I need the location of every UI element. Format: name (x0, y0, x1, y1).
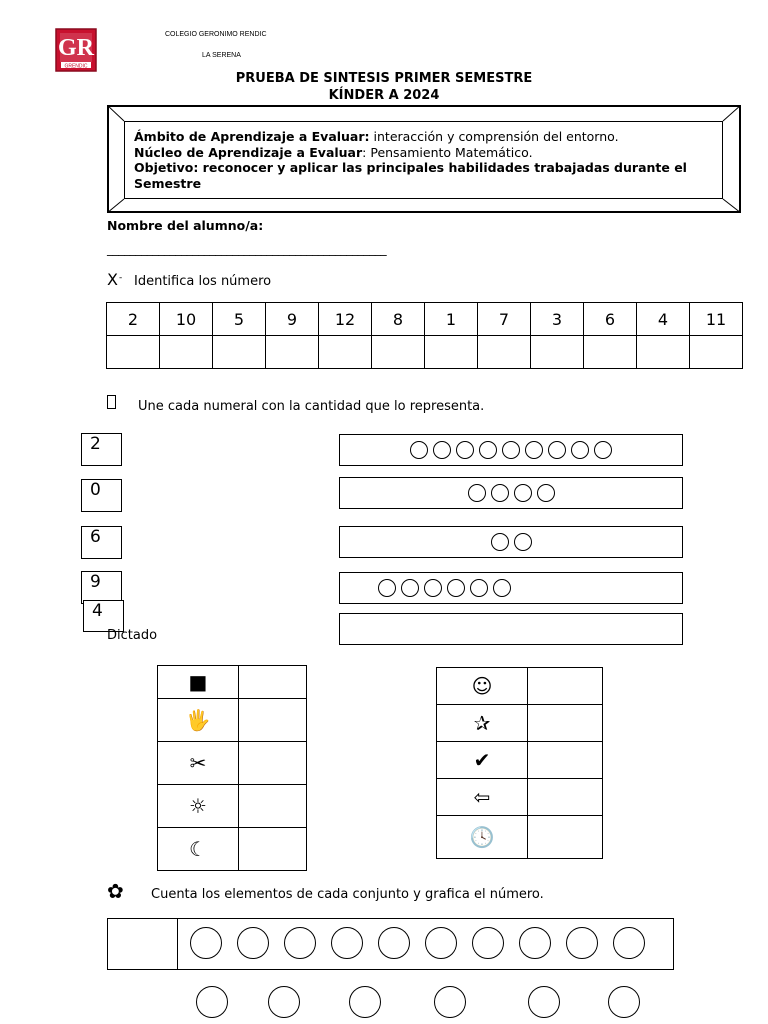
dictation-answer-cell[interactable] (239, 785, 307, 828)
answer-cell[interactable] (160, 336, 213, 369)
quantity-circle (410, 441, 428, 459)
dictation-symbol-icon: ■ (158, 666, 239, 699)
count-circle (268, 986, 300, 1018)
answer-cell[interactable] (372, 336, 425, 369)
number-cell: 8 (372, 303, 425, 336)
number-cell: 5 (213, 303, 266, 336)
count-circle (425, 927, 457, 959)
quantity-box[interactable] (339, 526, 683, 558)
section1-instruction: Identifica los número (134, 274, 272, 289)
quantity-circle (525, 441, 543, 459)
count-set-circles (190, 927, 645, 959)
dictation-symbol-icon: 🕓 (437, 816, 528, 859)
numeral-box[interactable]: 0 (81, 479, 122, 512)
objetivo-text: Objetivo: reconocer y aplicar las principales habilidades trabajadas durante el Semestre (134, 160, 687, 191)
quantity-circle (571, 441, 589, 459)
quantity-circle (594, 441, 612, 459)
school-city: LA SERENA (202, 52, 241, 59)
dictation-symbol-icon: ⇦ (437, 779, 528, 816)
quantity-box[interactable] (339, 572, 683, 604)
quantity-box[interactable] (339, 613, 683, 645)
number-cell: 11 (690, 303, 743, 336)
answer-row (107, 336, 743, 369)
quantity-circle (537, 484, 555, 502)
quantity-box[interactable] (339, 477, 683, 509)
number-cell: 6 (584, 303, 637, 336)
quantity-circle (548, 441, 566, 459)
student-name-line[interactable]: _________________________________________________ (107, 242, 387, 256)
numeral-box[interactable]: 2 (81, 433, 122, 466)
count-circle (237, 927, 269, 959)
svg-text:GR: GR (58, 35, 94, 61)
dictation-symbol-icon: ✂ (158, 742, 239, 785)
quantity-circle (493, 579, 511, 597)
answer-cell[interactable] (584, 336, 637, 369)
count-circle (434, 986, 466, 1018)
quantity-circle (456, 441, 474, 459)
dictation-answer-cell[interactable] (528, 742, 603, 779)
count-circle (190, 927, 222, 959)
section2-instruction: Une cada numeral con la cantidad que lo representa. (138, 399, 485, 414)
school-logo (55, 28, 97, 72)
count-circle (608, 986, 640, 1018)
number-cell: 3 (531, 303, 584, 336)
number-cell: 2 (107, 303, 160, 336)
quantity-circle (447, 579, 465, 597)
quantity-circle (491, 484, 509, 502)
dictation-answer-cell[interactable] (239, 666, 307, 699)
numbers-row (107, 303, 743, 336)
dictation-answer-cell[interactable] (528, 816, 603, 859)
numbers-table (106, 302, 743, 369)
quantity-circle (401, 579, 419, 597)
dictation-answer-cell[interactable] (528, 705, 603, 742)
quantity-circle (433, 441, 451, 459)
dictation-answer-cell[interactable] (528, 668, 603, 705)
count-set-box (107, 918, 674, 970)
page-subtitle: KÍNDER A 2024 (328, 88, 440, 103)
number-cell: 4 (637, 303, 690, 336)
dictation-answer-cell[interactable] (239, 699, 307, 742)
answer-cell[interactable] (319, 336, 372, 369)
count-circle (284, 927, 316, 959)
answer-cell[interactable] (478, 336, 531, 369)
student-name-label: Nombre del alumno/a: (107, 218, 264, 233)
quantity-circle (514, 533, 532, 551)
answer-cell[interactable] (213, 336, 266, 369)
count-circle (331, 927, 363, 959)
quantity-circle (468, 484, 486, 502)
nucleo-label: Núcleo de Aprendizaje a Evaluar (134, 144, 363, 160)
dictation-label: Dictado (107, 628, 158, 643)
section1-dash: - (119, 273, 123, 283)
page-title: PRUEBA DE SINTESIS PRIMER SEMESTRE (235, 71, 533, 86)
count-circle (196, 986, 228, 1018)
numeral-box[interactable]: 9 (81, 571, 122, 604)
quantity-circle (514, 484, 532, 502)
answer-cell[interactable] (425, 336, 478, 369)
dictation-answer-cell[interactable] (528, 779, 603, 816)
numeral-box[interactable]: 4 (83, 600, 124, 632)
quantity-circle (470, 579, 488, 597)
count-circle (566, 927, 598, 959)
answer-cell[interactable] (637, 336, 690, 369)
dictation-answer-cell[interactable] (239, 828, 307, 871)
nucleo-value: : Pensamiento Matemático. (362, 144, 533, 160)
count-set-row2 (196, 986, 656, 1020)
dictation-symbol-icon: ✰ (437, 705, 528, 742)
number-cell: 10 (160, 303, 213, 336)
quantity-circle (479, 441, 497, 459)
answer-cell[interactable] (107, 336, 160, 369)
dictation-symbol-icon: ☼ (158, 785, 239, 828)
dictation-symbol-icon: 🖐 (158, 699, 239, 742)
answer-cell[interactable] (266, 336, 319, 369)
number-cell: 1 (425, 303, 478, 336)
dictation-table-right (436, 667, 603, 859)
number-cell: 7 (478, 303, 531, 336)
numeral-box[interactable]: 6 (81, 526, 122, 559)
answer-cell[interactable] (690, 336, 743, 369)
school-name: COLEGIO GERONIMO RENDIC (165, 31, 267, 38)
section2-bullet-icon (107, 395, 116, 413)
dictation-symbol-icon: ☺ (437, 668, 528, 705)
count-circle (349, 986, 381, 1018)
number-cell: 12 (319, 303, 372, 336)
svg-text:GRENDIC: GRENDIC (64, 63, 88, 70)
count-circle (519, 927, 551, 959)
dictation-table-left (157, 665, 307, 871)
quantity-box[interactable] (339, 434, 683, 466)
number-cell: 9 (266, 303, 319, 336)
section3-instruction: Cuenta los elementos de cada conjunto y grafica el número. (151, 887, 544, 902)
ambito-label: Ámbito de Aprendizaje a Evaluar: (134, 129, 370, 144)
dictation-symbol-icon: ☾ (158, 828, 239, 871)
dictation-answer-cell[interactable] (239, 742, 307, 785)
quantity-circle (378, 579, 396, 597)
count-circle (472, 927, 504, 959)
answer-cell[interactable] (531, 336, 584, 369)
count-set-divider (177, 919, 178, 969)
quantity-circle (424, 579, 442, 597)
section1-bullet: X (107, 270, 118, 289)
objectives-text (134, 129, 714, 191)
flower-icon: ✿ (107, 879, 124, 903)
quantity-circle (502, 441, 520, 459)
dictation-symbol-icon: ✔ (437, 742, 528, 779)
count-circle (378, 927, 410, 959)
count-circle (613, 927, 645, 959)
ambito-value: interacción y comprensión del entorno. (369, 129, 619, 144)
quantity-circle (491, 533, 509, 551)
count-circle (528, 986, 560, 1018)
